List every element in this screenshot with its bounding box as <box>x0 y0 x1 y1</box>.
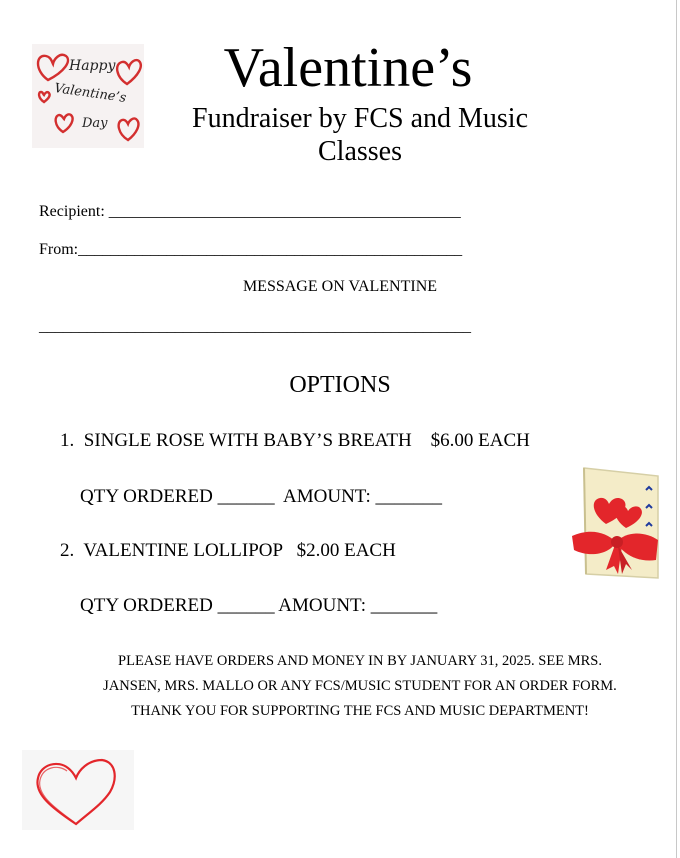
recipient-field[interactable]: Recipient: ____________________________________________ <box>39 203 461 220</box>
options-heading: OPTIONS <box>289 372 391 398</box>
from-field[interactable]: From:________________________________________________ <box>39 241 463 258</box>
rose-qty-amount-field[interactable]: QTY ORDERED ______ AMOUNT: _______ <box>80 486 442 507</box>
logo-text-valentines: Valentine’s <box>53 81 128 106</box>
option-item-rose: 1. SINGLE ROSE WITH BABY’S BREATH $6.00 EACH <box>60 430 530 451</box>
heart-outline-icon <box>22 750 134 830</box>
order-deadline-notice: PLEASE HAVE ORDERS AND MONEY IN BY JANUARY 31, 2025. SEE MRS. JANSEN, MRS. MALLO OR ANY FCS/MUSIC STUDENT FOR AN ORDER FORM. THANK YOU FOR SUPPORTING THE FCS AND MUSIC DEPARTMENT! <box>103 653 617 719</box>
message-label: MESSAGE ON VALENTINE <box>242 278 438 295</box>
page-title: Valentine’s <box>223 37 473 99</box>
valentine-card-icon <box>570 466 662 584</box>
logo-text-happy: Happy <box>69 58 116 74</box>
lollipop-qty-amount-field[interactable]: QTY ORDERED ______ AMOUNT: _______ <box>80 595 438 616</box>
option-item-lollipop: 2. VALENTINE LOLLIPOP $2.00 EACH <box>60 540 396 561</box>
page-right-border <box>676 0 677 858</box>
message-field[interactable]: ______________________________________________________ <box>39 318 471 335</box>
heart-image <box>22 750 134 830</box>
logo-text-day: Day <box>82 116 108 131</box>
page-subtitle: Fundraiser by FCS and Music Classes <box>192 103 528 167</box>
valentine-card-image <box>570 466 662 584</box>
